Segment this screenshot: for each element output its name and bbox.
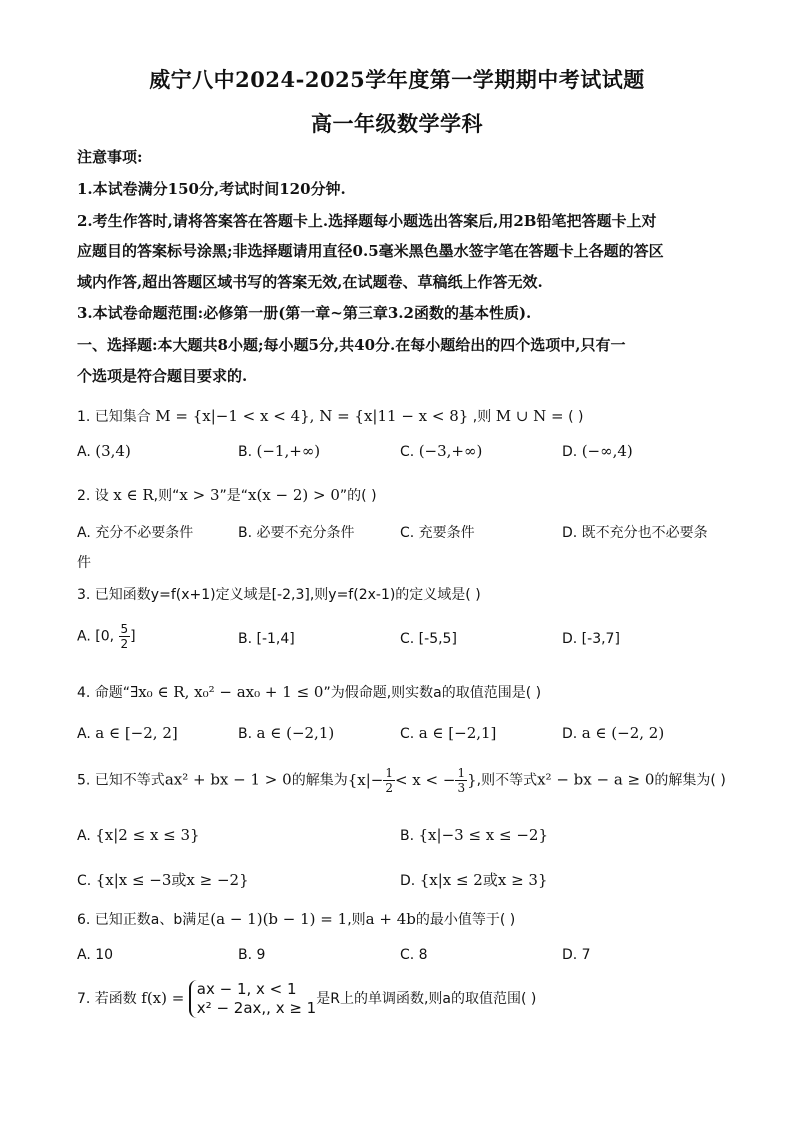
section-1-line-1: 一、选择题:本大题共8小题;每小题5分,共40分.在每小题给出的四个选项中,只有一 <box>77 336 626 354</box>
q4-option-b: B. a ∈ (−2,1) <box>238 724 335 742</box>
q5-solution-set: {x|− $\frac{1}{2}$ < x < − $\frac{1}{3}$ } <box>347 766 477 795</box>
q6-option-a: A. 10 <box>77 947 114 963</box>
question-1 <box>77 406 583 426</box>
question-6: 6. 已知正数a、b满足(a − 1)(b − 1) = 1,则a + 4b的最小值等于( ) <box>77 910 516 928</box>
section-1-line-2: 个选项是符合题目要求的. <box>77 367 248 385</box>
q6-option-d: D. 7 <box>562 947 591 963</box>
q4-option-a: A. a ∈ [−2, 2] <box>77 724 178 742</box>
q2-option-b: B. 必要不充分条件 <box>238 525 355 541</box>
q2-option-d: D. 既不充分也不必要条 <box>562 525 708 541</box>
q3-option-b: B. [-1,4] <box>238 631 295 647</box>
q7-piecewise: ax − 1, x < 1 x² − 2ax,, x ≥ 1 <box>189 980 316 1018</box>
note-1: 1.本试卷满分150分,考试时间120分钟. <box>77 180 346 198</box>
q5-option-c: C. {x|x ≤ −3或x ≥ −2} <box>77 871 249 889</box>
question-4: 4. 命题“∃x₀ ∈ R, x₀² − ax₀ + 1 ≤ 0”为假命题,则实数a的取值范围是( ) <box>77 683 542 701</box>
q5-option-a: A. {x|2 ≤ x ≤ 3} <box>77 826 200 844</box>
question-5: 5. 已知不等式ax² + bx − 1 > 0的解集为{x|− $\frac{1}{2}$ < x < − $\frac{1}{3}$ },则不等式x² − bx − a ≥ 0的解集为( ) <box>77 766 726 795</box>
q1-option-a: A. (3,4) <box>77 442 131 460</box>
q2-option-d-wrap: 件 <box>77 555 91 571</box>
q6-option-b: B. 9 <box>238 947 266 963</box>
q1-paren: ( ) <box>568 409 584 425</box>
note-2-line-3: 域内作答,超出答题区域书写的答案无效,在试题卷、草稿纸上作答无效. <box>77 273 543 291</box>
question-2: 2. 设 x ∈ R,则“x > 3”是“x(x − 2) > 0”的( ) <box>77 486 377 504</box>
q1-option-b: B. (−1,+∞) <box>238 442 321 460</box>
q3-option-c: C. [-5,5] <box>400 631 457 647</box>
notes-heading: 注意事项: <box>77 148 143 166</box>
q2-option-a: A. 充分不必要条件 <box>77 525 194 541</box>
q5-option-d: D. {x|x ≤ 2或x ≥ 3} <box>400 871 548 889</box>
exam-subtitle: 高一年级数学学科 <box>311 111 483 136</box>
note-3: 3.本试卷命题范围:必修第一册(第一章~第三章3.2函数的基本性质). <box>77 304 532 322</box>
q3-option-d: D. [-3,7] <box>562 631 620 647</box>
q2-option-c: C. 充要条件 <box>400 525 475 541</box>
q4-option-d: D. a ∈ (−2, 2) <box>562 724 665 742</box>
question-7: 7. 若函数 f(x) = ax − 1, x < 1 x² − 2ax,, x ≥ 1 是R上的单调函数,则a的取值范围( ) <box>77 980 537 1017</box>
note-2-line-2: 应题目的答案标号涂黑;非选择题请用直径0.5毫米黑色墨水签字笔在答题卡上各题的答区 <box>77 242 664 260</box>
q6-option-c: C. 8 <box>400 947 428 963</box>
q1-sets: M = {x|−1 < x < 4}, N = {x|11 − x < 8} <box>155 407 469 425</box>
note-2-line-1: 2.考生作答时,请将答案答在答题卡上.选择题每小题选出答案后,用2B铅笔把答题卡上对 <box>77 212 657 230</box>
q1-option-c: C. (−3,+∞) <box>400 442 483 460</box>
q1-mid: ,则 <box>472 409 492 425</box>
q4-option-c: C. a ∈ [−2,1] <box>400 724 497 742</box>
q5-option-b: B. {x|−3 ≤ x ≤ −2} <box>400 826 549 844</box>
q3-option-a: A. [0, $\frac{5}{2}$ ] <box>77 622 136 651</box>
q1-union: M ∪ N = <box>495 407 564 425</box>
q3-fraction: $\frac{5}{2}$ <box>120 622 129 651</box>
exam-title: 威宁八中2024-2025学年度第一学期期中考试试题 <box>149 67 645 92</box>
q1-option-d: D. (−∞,4) <box>562 442 633 460</box>
question-3: 3. 已知函数y=f(x+1)定义域是[-2,3],则y=f(2x-1)的定义域是( ) <box>77 587 481 603</box>
q1-prefix: 1. 已知集合 <box>77 409 151 425</box>
